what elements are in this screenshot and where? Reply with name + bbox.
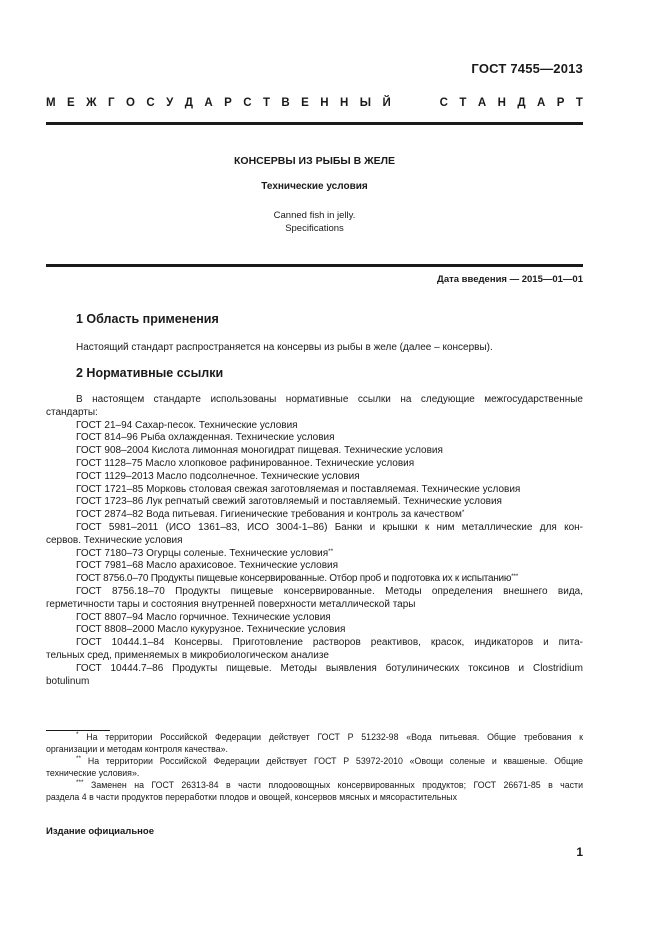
english-title-line1: Canned fish in jelly. <box>273 210 356 221</box>
banner-letter: Ж <box>86 97 97 109</box>
banner-letter: Н <box>497 97 506 109</box>
footnote-line <box>46 779 583 791</box>
ref-line: ГОСТ 8808–2000 Масло кукурузное. Технические условия <box>76 624 346 636</box>
section-1-text: Настоящий стандарт распространяется на консервы из рыбы в желе (далее – консервы). <box>76 342 493 353</box>
footnote-mark: *** <box>76 779 84 786</box>
normative-references-list <box>46 394 583 688</box>
banner-letter: Р <box>224 97 232 109</box>
ref-text: ГОСТ 7180–73 Огурцы соленые. Технические условия <box>76 547 329 559</box>
banner-letter: О <box>125 97 135 109</box>
ref-text: ГОСТ 2874–82 Вода питьевая. Гигиенические требования и контроль за качеством <box>76 509 462 521</box>
ref-line <box>46 573 583 586</box>
footnote-mark: * <box>461 509 465 517</box>
banner-letter: Н <box>320 97 329 109</box>
footnote-mark: ** <box>76 755 82 762</box>
standard-code: ГОСТ 7455—2013 <box>471 61 583 76</box>
footnote-line <box>46 755 583 767</box>
document-title: КОНСЕРВЫ ИЗ РЫБЫ В ЖЕЛЕ <box>234 155 395 167</box>
banner-letter: У <box>166 97 174 109</box>
ref-text: ГОСТ 8756.0–70 Продукты пищевые консервированные. Отбор проб и подготовка их к испытанию <box>76 573 512 585</box>
ref-line <box>46 509 583 522</box>
ref-line: ГОСТ 8756.18–70 Продукты пищевые консервированные. Методы определения внешнего вида, <box>76 585 583 597</box>
banner-letter: Д <box>517 97 526 109</box>
banner-letter: Т <box>459 97 467 109</box>
ref-line: В настоящем стандарте использованы нормативные ссылки на следующие межгосударственные <box>76 394 583 405</box>
title-rule <box>46 264 583 267</box>
section-2-heading: 2 Нормативные ссылки <box>76 366 224 380</box>
footnote-mark: * <box>76 731 79 738</box>
ref-line: ГОСТ 10444.7–86 Продукты пищевые. Методы выявления ботулинических токсинов и Clostridium <box>76 662 583 674</box>
ref-line: ГОСТ 10444.1–84 Консервы. Приготовление растворов реактивов, красок, индикаторов и пита- <box>76 637 583 649</box>
footnote-mark: ** <box>328 547 334 555</box>
ref-line <box>46 548 583 561</box>
banner-letter: Г <box>107 97 115 109</box>
footnote-text: На территории Российской Федерации действует ГОСТ Р 53972-2010 «Овощи соленые и квашеные. Общие <box>87 756 583 766</box>
banner-letter: Й <box>382 97 391 109</box>
banner-letter: А <box>204 97 213 109</box>
ref-line: ГОСТ 1128–75 Масло хлопковое рафинированное. Технические условия <box>76 457 415 469</box>
ref-line: ГОСТ 7981–68 Масло арахисовое. Технические условия <box>76 560 339 572</box>
banner-letter: С <box>439 97 448 109</box>
banner-letter: Н <box>340 97 349 109</box>
footnote-line: организации и методам контроля качества». <box>46 744 228 754</box>
ref-line: ГОСТ 21–94 Сахар-песок. Технические условия <box>76 419 298 431</box>
ref-line: тельных сред, применяемых в микробиологическом анализе <box>46 649 329 661</box>
footnote-line <box>46 731 583 743</box>
ref-line: ГОСТ 1129–2013 Масло подсолнечное. Технические условия <box>76 470 360 482</box>
banner-letter: В <box>281 97 290 109</box>
banner-letter: С <box>243 97 252 109</box>
banner-letter: Ы <box>359 97 372 109</box>
ref-line: ГОСТ 8807–94 Масло горчичное. Технические условия <box>76 611 331 623</box>
banner-letter: Е <box>67 97 75 109</box>
banner-letter: Д <box>184 97 193 109</box>
ref-line: стандарты: <box>46 406 98 418</box>
ref-line: ГОСТ 908–2004 Кислота лимонная моногидрат пищевая. Технические условия <box>76 445 443 457</box>
banner-letter: Е <box>301 97 309 109</box>
english-title-line2: Specifications <box>285 223 344 234</box>
footnote-mark: *** <box>511 573 518 581</box>
ref-line: ГОСТ 814–96 Рыба охлажденная. Технические условия <box>76 432 335 444</box>
banner-letter: С <box>146 97 155 109</box>
footnote-text: На территории Российской Федерации действует ГОСТ Р 51232-98 «Вода питьевая. Общие требования к <box>86 732 583 742</box>
page-number: 1 <box>576 845 583 859</box>
ref-line: ГОСТ 5981–2011 (ИСО 1361–83, ИСО 3004-1–86) Банки и крышки к ним металлические для кон- <box>76 521 583 533</box>
ref-line: ГОСТ 1723–86 Лук репчатый свежий заготовляемый и поставляемый. Технические условия <box>76 496 502 508</box>
banner-letter: Т <box>262 97 270 109</box>
official-edition-label: Издание официальное <box>46 826 154 837</box>
footnote-line: раздела 4 в части продуктов переработки плодов и овощей, консервов мясных и мясорастительных <box>46 792 458 802</box>
banner-word-gap <box>402 97 428 109</box>
introduction-date: Дата введения — 2015—01—01 <box>437 274 583 285</box>
banner-letter: Т <box>575 97 583 109</box>
banner-letter: М <box>46 97 56 109</box>
ref-line: герметичности тары и состояния внутренней поверхности металлической тары <box>46 598 416 610</box>
ref-line: ГОСТ 1721–85 Морковь столовая свежая заготовляемая и поставляемая. Технические условия <box>76 483 521 495</box>
section-1-heading: 1 Область применения <box>76 312 219 326</box>
document-subtitle: Технические условия <box>261 181 368 192</box>
ref-line: botulinum <box>46 675 90 687</box>
banner-letter: А <box>477 97 487 109</box>
interstate-standard-banner <box>46 97 583 109</box>
footnotes <box>46 731 583 803</box>
footnote-text: Заменен на ГОСТ 26313-84 в части плодоовощных консервированных продуктов; ГОСТ 26671-85 в части <box>91 780 583 790</box>
banner-letter: А <box>536 97 546 109</box>
ref-line: сервов. Технические условия <box>46 534 183 546</box>
footnote-line: технические условия». <box>46 768 140 778</box>
banner-letter: Р <box>556 97 565 109</box>
header-rule <box>46 122 583 125</box>
